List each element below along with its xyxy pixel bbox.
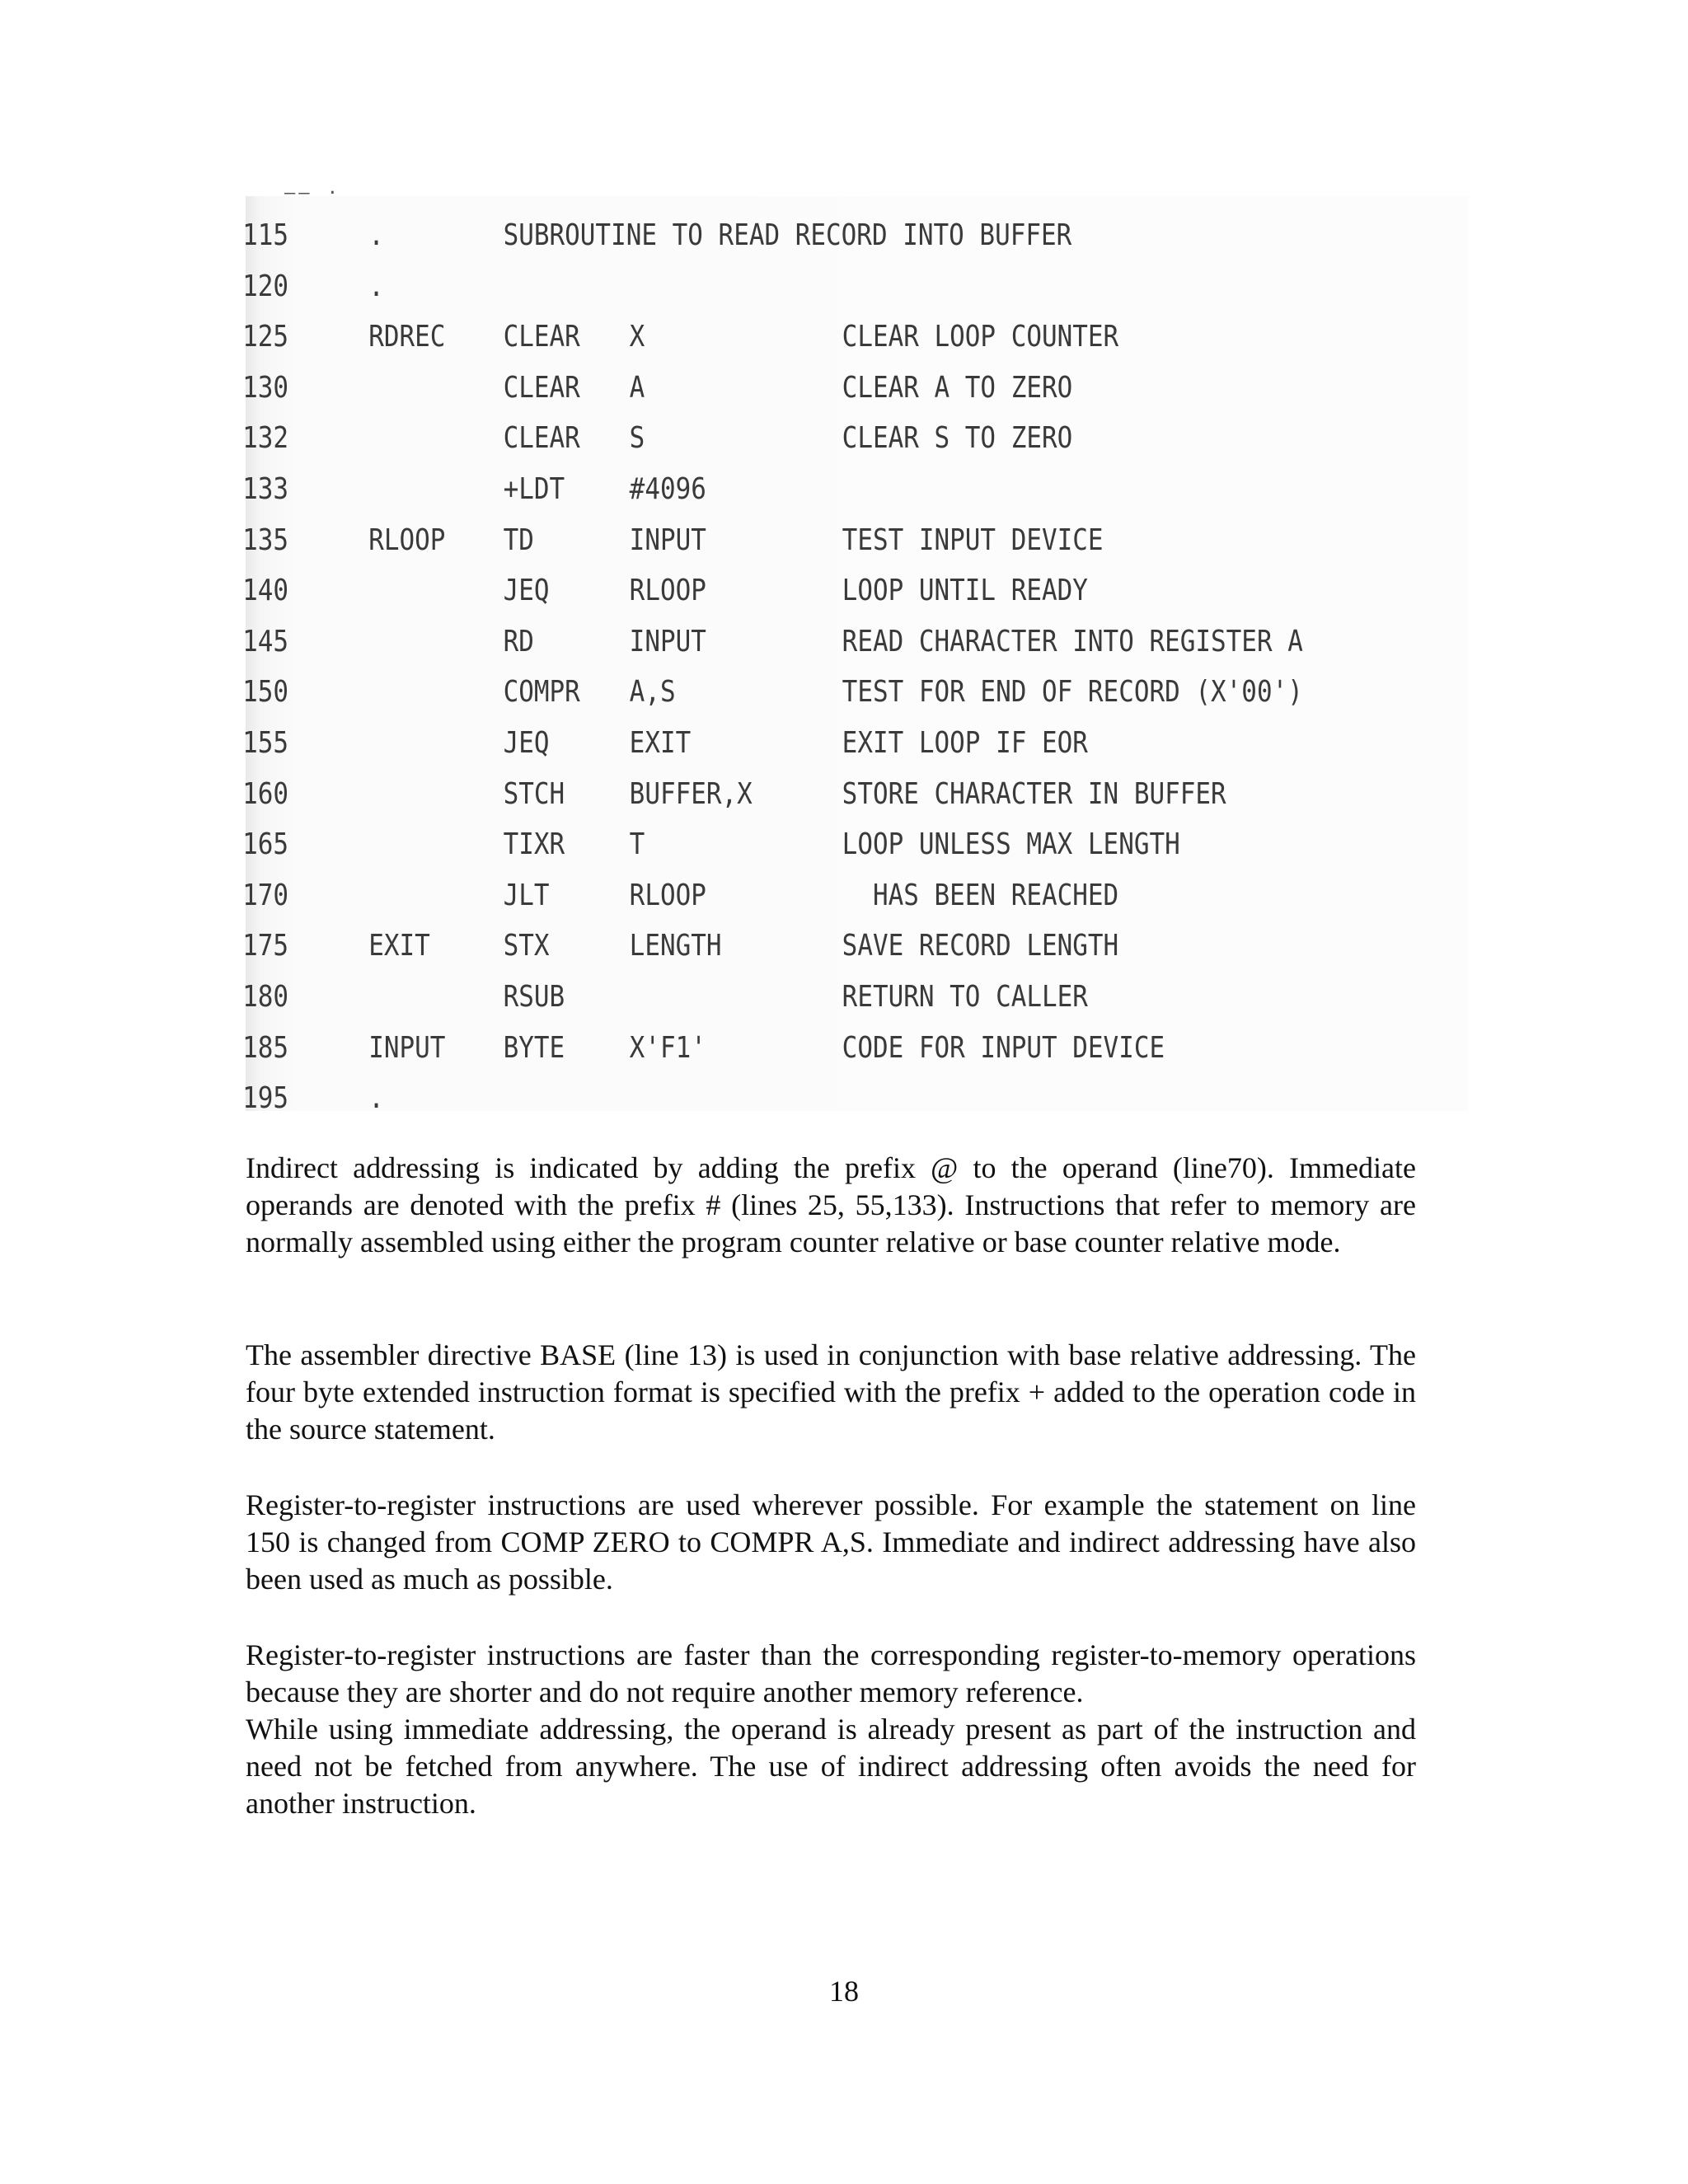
code-line — [0, 1076, 1451, 1122]
code-opcode: COMPR — [503, 675, 580, 710]
code-label: EXIT — [368, 929, 430, 963]
code-line — [0, 771, 1451, 818]
code-line — [0, 873, 1451, 919]
code-operand: INPUT — [629, 523, 706, 557]
line-number: 120 — [242, 269, 289, 303]
code-line — [0, 314, 1451, 360]
code-line — [0, 466, 1451, 513]
line-number: 180 — [242, 980, 289, 1014]
line-number: 170 — [242, 878, 289, 912]
code-comment: LOOP UNTIL READY — [842, 574, 1088, 608]
code-opcode: JEQ — [503, 726, 550, 760]
line-number: 115 — [242, 218, 289, 252]
code-operand: A — [629, 370, 645, 405]
paragraph-register-faster: Register-to-register instructions are faster than the corresponding register-to-memory operations because they are shorter and do not require another memory reference. — [246, 1638, 1416, 1708]
code-operand: BUFFER,X — [629, 776, 753, 811]
code-operand: X — [629, 320, 645, 354]
code-line — [0, 974, 1451, 1020]
line-number: 185 — [242, 1030, 289, 1065]
code-comment: CLEAR LOOP COUNTER — [842, 320, 1119, 354]
code-label: RLOOP — [368, 523, 446, 557]
code-comment: CLEAR S TO ZERO — [842, 421, 1073, 456]
code-operand: LENGTH — [629, 929, 722, 963]
code-comment: LOOP UNLESS MAX LENGTH — [842, 827, 1180, 862]
code-line — [0, 669, 1451, 715]
code-label: INPUT — [368, 1030, 446, 1065]
code-label: . — [368, 218, 384, 252]
code-line — [0, 923, 1451, 969]
code-opcode: STX — [503, 929, 550, 963]
code-comment: STORE CHARACTER IN BUFFER — [842, 776, 1226, 811]
line-number: 175 — [242, 929, 289, 963]
line-number: 145 — [242, 624, 289, 658]
code-line — [0, 822, 1451, 868]
code-operand: RLOOP — [629, 878, 706, 912]
code-opcode: BYTE — [503, 1030, 565, 1065]
line-number: 125 — [242, 320, 289, 354]
code-line — [0, 1025, 1451, 1071]
code-comment: CLEAR A TO ZERO — [842, 370, 1073, 405]
code-opcode: CLEAR — [503, 370, 580, 405]
code-line — [0, 213, 1451, 259]
code-operand: #4096 — [629, 472, 706, 506]
code-label: . — [368, 269, 384, 303]
code-opcode: +LDT — [503, 472, 565, 506]
code-line — [0, 518, 1451, 564]
code-operand: S — [629, 421, 645, 456]
code-comment: RETURN TO CALLER — [842, 980, 1088, 1014]
code-line — [0, 365, 1451, 411]
code-opcode: CLEAR — [503, 421, 580, 456]
paragraph-base-directive: The assembler directive BASE (line 13) is used in conjunction with base relative addressing. The four byte extended instruction format is specified with the prefix + added to the operation code in the source statement. — [246, 1338, 1416, 1446]
code-opcode: SUBROUTINE TO READ RECORD INTO BUFFER — [503, 218, 1072, 252]
code-opcode: JLT — [503, 878, 550, 912]
paragraph-immediate-addressing: While using immediate addressing, the operand is already present as part of the instruction and need not be fetched from anywhere. The use of indirect addressing often avoids the need for another instruction. — [246, 1713, 1416, 1820]
line-number: 165 — [242, 827, 289, 862]
code-comment: TEST INPUT DEVICE — [842, 523, 1104, 557]
code-line — [0, 720, 1451, 766]
code-comment: EXIT LOOP IF EOR — [842, 726, 1088, 760]
code-line — [0, 415, 1451, 462]
line-number: 130 — [242, 370, 289, 405]
code-comment: CODE FOR INPUT DEVICE — [842, 1030, 1165, 1065]
code-label: . — [368, 1081, 384, 1116]
code-operand: X'F1' — [629, 1030, 706, 1065]
code-line — [0, 568, 1451, 614]
cropped-line-fragment: —— · — [284, 183, 341, 204]
code-opcode: CLEAR — [503, 320, 580, 354]
code-comment: READ CHARACTER INTO REGISTER A — [842, 624, 1303, 658]
code-opcode: RSUB — [503, 980, 565, 1014]
line-number: 195 — [242, 1081, 289, 1116]
code-operand: INPUT — [629, 624, 706, 658]
code-opcode: STCH — [503, 776, 565, 811]
line-number: 135 — [242, 523, 289, 557]
line-number: 140 — [242, 574, 289, 608]
paragraph-register-to-register: Register-to-register instructions are used wherever possible. For example the statement on line 150 is changed from COMP ZERO to COMPR A,S. Immediate and indirect addressing have also been used as much as possible. — [246, 1488, 1416, 1596]
page-number: 18 — [829, 1975, 859, 2008]
line-number: 133 — [242, 472, 289, 506]
code-opcode: TD — [503, 523, 534, 557]
line-number: 160 — [242, 776, 289, 811]
code-opcode: RD — [503, 624, 534, 658]
code-operand: T — [629, 827, 645, 862]
code-opcode: JEQ — [503, 574, 550, 608]
code-line — [0, 264, 1451, 310]
code-line — [0, 619, 1451, 665]
code-operand: EXIT — [629, 726, 692, 760]
line-number: 155 — [242, 726, 289, 760]
code-opcode: TIXR — [503, 827, 565, 862]
code-operand: RLOOP — [629, 574, 706, 608]
line-number: 132 — [242, 421, 289, 456]
line-number: 150 — [242, 675, 289, 710]
code-operand: A,S — [629, 675, 676, 710]
code-label: RDREC — [368, 320, 446, 354]
code-comment: HAS BEEN REACHED — [842, 878, 1119, 912]
code-comment: SAVE RECORD LENGTH — [842, 929, 1119, 963]
paragraph-indirect-addressing: Indirect addressing is indicated by adding the prefix @ to the operand (line70). Immediate operands are denoted with the prefix # (lines 25, 55,133). Instructions that refer to memory are normally assembled using either the program counter relative or base counter relative mode. — [246, 1151, 1416, 1258]
code-comment: TEST FOR END OF RECORD (X'00') — [842, 675, 1303, 710]
